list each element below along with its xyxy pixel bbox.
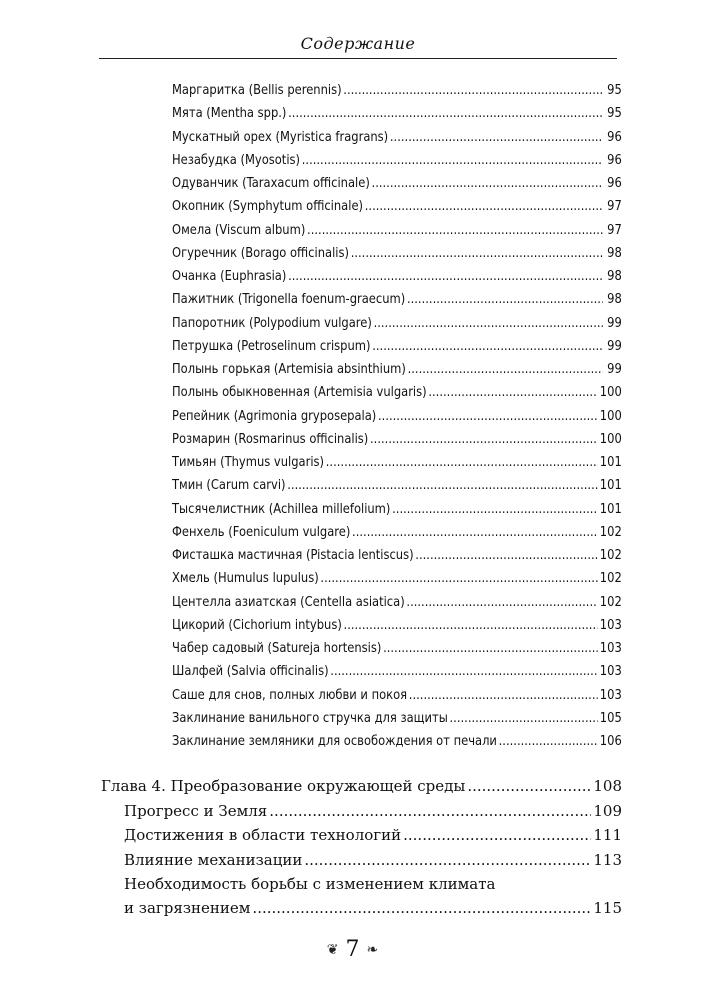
running-header xyxy=(99,34,617,59)
toc-entry[interactable] xyxy=(172,362,622,385)
dot-leader xyxy=(288,106,603,121)
dot-leader xyxy=(374,316,603,331)
dot-leader xyxy=(343,83,603,98)
dot-leader xyxy=(378,409,598,424)
toc-entry[interactable] xyxy=(172,664,622,687)
toc-entry[interactable] xyxy=(172,432,622,455)
entry-page: 101 xyxy=(599,501,622,517)
entry-title: Репейник (Agrimonia gryposepala) xyxy=(172,408,377,424)
entry-title: Пажитник (Trigonella foenum-graecum) xyxy=(172,292,406,308)
entry-page: 103 xyxy=(599,641,622,656)
toc-entry[interactable] xyxy=(172,734,622,757)
page-footer xyxy=(0,937,705,962)
dot-leader xyxy=(344,618,599,633)
entry-page: 98 xyxy=(607,245,622,261)
section-title-line1: Необходимость борьбы с изменением климата xyxy=(124,875,496,893)
entry-title: Одуванчик (Taraxacum officinale) xyxy=(172,176,370,191)
dot-leader xyxy=(351,246,603,261)
entry-title: Тысячелистник (Achillea millefolium) xyxy=(172,501,391,517)
entry-title: Шалфей (Salvia officinalis) xyxy=(172,664,329,680)
toc-entry[interactable] xyxy=(172,339,622,362)
section-title: Достижения в области технологий xyxy=(124,826,402,844)
dot-leader xyxy=(307,223,603,238)
toc-entry[interactable] xyxy=(172,246,622,269)
dot-leader xyxy=(467,777,591,795)
chapter-toc xyxy=(101,777,622,924)
section-title: Влияние механизации xyxy=(124,850,303,869)
ornament-right-icon: ❧ xyxy=(366,942,379,958)
entry-title: Полынь обыкновенная (Artemisia vulgaris) xyxy=(172,385,427,401)
entry-title: Очанка (Euphrasia) xyxy=(172,269,287,284)
entry-page: 98 xyxy=(607,292,622,308)
section-entry-wrapped[interactable] xyxy=(101,875,622,899)
entry-title: Центелла азиатская (Centella asiatica) xyxy=(172,594,405,610)
section-page: 113 xyxy=(593,850,622,869)
entry-page: 96 xyxy=(607,152,622,168)
entry-page: 100 xyxy=(599,431,622,447)
entry-page: 96 xyxy=(607,129,622,145)
dot-leader xyxy=(288,269,603,284)
toc-entry[interactable] xyxy=(172,711,622,734)
dot-leader xyxy=(252,899,591,917)
entry-page: 101 xyxy=(599,455,622,470)
entry-page: 99 xyxy=(607,362,622,377)
entry-title: Окопник (Symphytum officinale) xyxy=(172,199,364,215)
section-page: 109 xyxy=(593,801,622,820)
entry-page: 102 xyxy=(599,548,622,563)
entry-title: Заклинание ванильного стручка для защиты xyxy=(172,710,448,726)
entry-title: Полынь горькая (Artemisia absinthium) xyxy=(172,362,406,377)
toc-entry[interactable] xyxy=(172,83,622,106)
toc-entry[interactable] xyxy=(172,595,622,618)
dot-leader xyxy=(320,571,598,586)
toc-entry[interactable] xyxy=(172,455,622,478)
section-title-line2: и загрязнением xyxy=(124,899,251,917)
page-number: 7 xyxy=(345,937,360,962)
toc-entry[interactable] xyxy=(172,316,622,339)
entry-title: Саше для снов, полных любви и покоя xyxy=(172,687,408,703)
dot-leader xyxy=(415,548,598,563)
dot-leader xyxy=(403,826,591,844)
toc-entry[interactable] xyxy=(172,571,622,594)
ornament-left-icon: ❦ xyxy=(326,942,339,958)
chapter-page: 108 xyxy=(593,777,622,795)
dot-leader xyxy=(407,292,603,307)
entry-page: 96 xyxy=(607,176,622,191)
dot-leader xyxy=(383,641,598,656)
entry-page: 102 xyxy=(599,524,622,540)
section-page: 115 xyxy=(593,899,622,917)
entry-page: 100 xyxy=(599,408,622,424)
section-entry-wrapped-cont[interactable] xyxy=(101,899,622,924)
dot-leader xyxy=(392,502,598,517)
dot-leader xyxy=(450,711,599,726)
entry-page: 99 xyxy=(607,338,622,354)
toc-entry[interactable] xyxy=(172,409,622,432)
entry-title: Папоротник (Polypodium vulgare) xyxy=(172,315,372,331)
dot-leader xyxy=(390,130,603,145)
toc-entry[interactable] xyxy=(172,525,622,548)
dot-leader xyxy=(326,455,598,470)
entry-page: 95 xyxy=(607,106,622,122)
entry-title: Фенхель (Foeniculum vulgare) xyxy=(172,524,351,540)
toc-entry[interactable] xyxy=(172,176,622,199)
entry-title: Цикорий (Cichorium intybus) xyxy=(172,617,342,633)
entry-title: Розмарин (Rosmarinus officinalis) xyxy=(172,431,369,447)
toc-entry[interactable] xyxy=(172,688,622,711)
entry-title: Мускатный орех (Myristica fragrans) xyxy=(172,129,389,145)
dot-leader xyxy=(352,525,598,540)
dot-leader xyxy=(428,385,598,400)
dot-leader xyxy=(269,802,591,820)
entry-title: Огуречник (Borago officinalis) xyxy=(172,245,349,261)
toc-entry[interactable] xyxy=(172,269,622,292)
entry-title: Омела (Viscum album) xyxy=(172,222,306,238)
dot-leader xyxy=(372,176,603,191)
toc-entry[interactable] xyxy=(172,106,622,129)
entry-title: Тмин (Carum carvi) xyxy=(172,478,286,494)
entry-title: Хмель (Humulus lupulus) xyxy=(172,571,319,587)
dot-leader xyxy=(330,664,598,679)
entry-page: 100 xyxy=(599,385,622,401)
section-entry[interactable] xyxy=(101,851,622,876)
section-title: Прогресс и Земля xyxy=(124,801,268,820)
entry-page: 103 xyxy=(599,687,622,703)
section-entry[interactable] xyxy=(101,802,622,827)
entry-page: 106 xyxy=(599,734,622,749)
entry-title: Тимьян (Thymus vulgaris) xyxy=(172,455,325,470)
entry-page: 101 xyxy=(599,478,622,494)
toc-entry[interactable] xyxy=(172,385,622,408)
entry-title: Петрушка (Petroselinum crispum) xyxy=(172,338,371,354)
toc-entry[interactable] xyxy=(172,292,622,315)
dot-leader xyxy=(302,153,603,168)
entry-title: Незабудка (Myosotis) xyxy=(172,152,301,168)
entry-page: 97 xyxy=(607,222,622,238)
section-entry[interactable] xyxy=(101,826,622,851)
section-page: 111 xyxy=(593,826,622,844)
dot-leader xyxy=(287,478,598,493)
entry-page: 98 xyxy=(607,269,622,284)
toc-entry[interactable] xyxy=(172,199,622,222)
toc-entry[interactable] xyxy=(172,478,622,501)
dot-leader xyxy=(406,595,598,610)
entry-page: 99 xyxy=(607,315,622,331)
toc-entry[interactable] xyxy=(172,618,622,641)
entry-page: 95 xyxy=(607,83,622,98)
chapter-title: Глава 4. Преобразование окружающей среды xyxy=(101,777,466,795)
entry-page: 103 xyxy=(599,617,622,633)
toc-entry[interactable] xyxy=(172,153,622,176)
toc-entry[interactable] xyxy=(172,502,622,525)
dot-leader xyxy=(365,199,603,214)
sub-entry-list xyxy=(172,83,622,757)
dot-leader xyxy=(372,339,603,354)
dot-leader xyxy=(499,734,598,749)
toc-entry[interactable] xyxy=(172,130,622,153)
entry-title: Чабер садовый (Satureja hortensis) xyxy=(172,641,382,656)
entry-page: 97 xyxy=(607,199,622,215)
toc-entry[interactable] xyxy=(172,223,622,246)
entry-page: 102 xyxy=(599,594,622,610)
dot-leader xyxy=(304,851,591,869)
entry-title: Маргаритка (Bellis perennis) xyxy=(172,83,342,98)
entry-title: Мята (Mentha spp.) xyxy=(172,106,287,122)
chapter-entry[interactable] xyxy=(101,777,622,802)
dot-leader xyxy=(408,362,603,377)
header-title: Содержание xyxy=(300,34,416,53)
dot-leader xyxy=(370,432,598,447)
entry-title: Фисташка мастичная (Pistacia lentiscus) xyxy=(172,548,414,563)
entry-page: 105 xyxy=(599,710,622,726)
dot-leader xyxy=(409,688,598,703)
entry-title: Заклинание земляники для освобождения от печали xyxy=(172,734,497,749)
toc-entry[interactable] xyxy=(172,641,622,664)
entry-page: 103 xyxy=(599,664,622,680)
entry-page: 102 xyxy=(599,571,622,587)
toc-entry[interactable] xyxy=(172,548,622,571)
